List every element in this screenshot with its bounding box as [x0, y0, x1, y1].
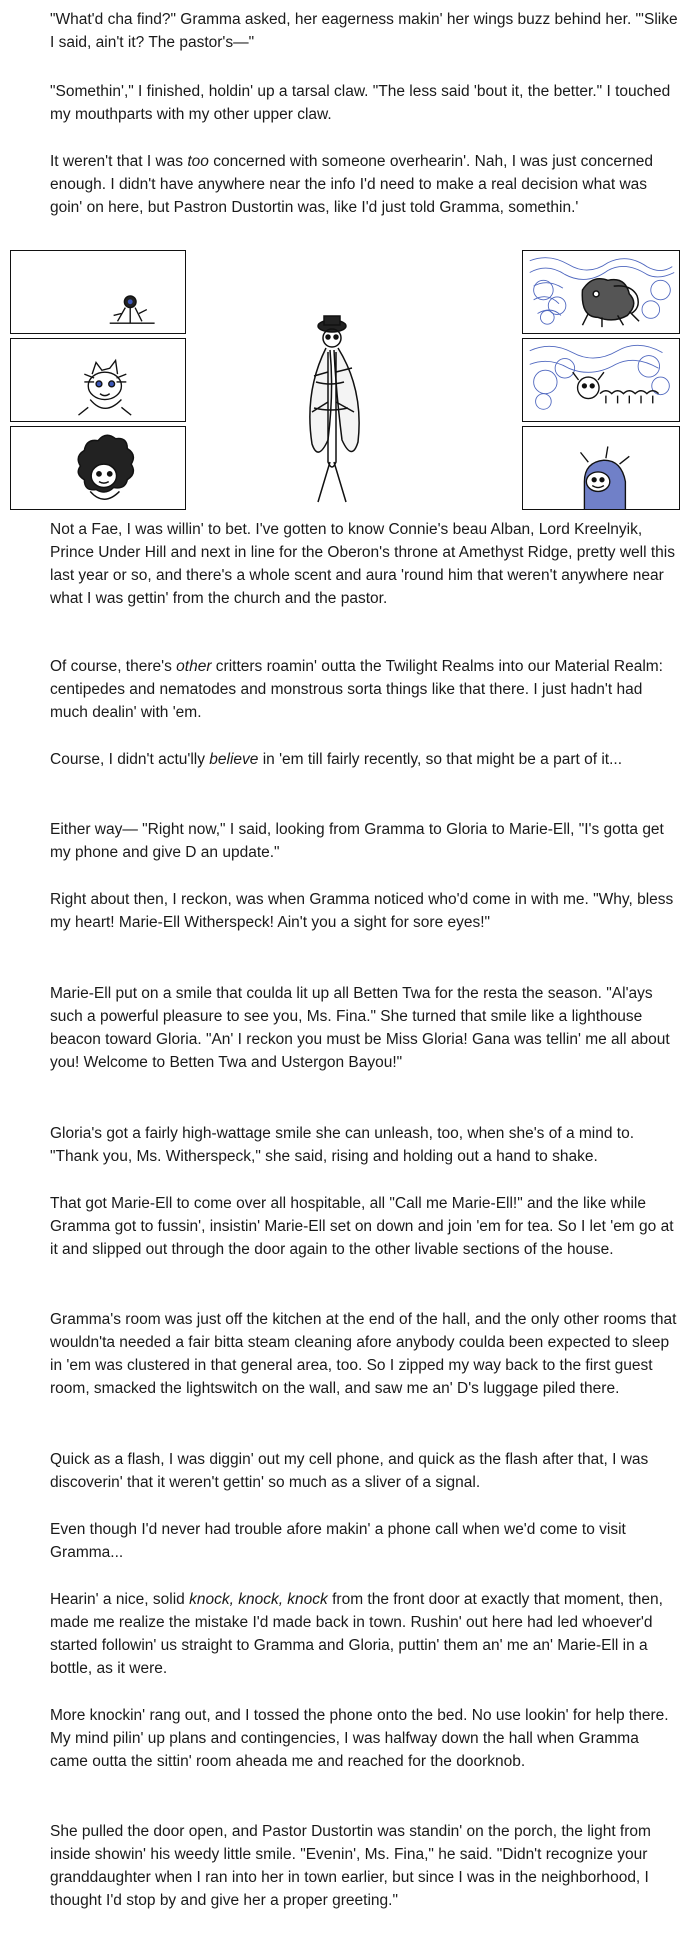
comic-panel-right-3	[522, 426, 680, 510]
paragraph-14: Even though I'd never had trouble afore makin' a phone call when we'd come to visit Gramma...	[50, 1521, 626, 1561]
comic-panel-left-2	[10, 338, 186, 422]
curly-haired-character-icon	[11, 427, 185, 509]
paragraph-7: Either way— "Right now," I said, looking from Gramma to Gloria to Marie-Ell, "I's gotta get my phone and give D an update."	[50, 821, 664, 861]
paragraph-1: "What'd cha find?" Gramma asked, her eagerness makin' her wings buzz behind her. "'Slike I said, ain't it? The pastor's—"	[50, 11, 678, 51]
paragraph-9: Marie-Ell put on a smile that coulda lit up all Betten Twa for the resta the season. "Al'ays such a powerful pleasure to see you, Ms. Fina." She turned that smile like a lighthouse beacon toward Gloria. "An' I reckon you must be Miss Gloria! Gana was tellin' me all about you! Welcome to Betten Twa and Ustergon Bayou!"	[50, 985, 670, 1071]
paragraph-15: Hearin' a nice, solid knock, knock, knock from the front door at exactly that moment, then, made me realize the mistake I'd made back in town. Rushin' out here had led whoever'd started followin' us straight to Gramma and Gloria, puttin' them an' me an' Marie-Ell in a bottle, as it were.	[50, 1591, 663, 1677]
paragraph-10: Gloria's got a fairly high-wattage smile she can unleash, too, when she's of a mind to. "Thank you, Ms. Witherspeck," she said, rising and holding out a hand to shake.	[50, 1125, 635, 1165]
center-insect-pastor-figure	[268, 312, 398, 510]
paragraph-4: Not a Fae, I was willin' to bet. I've gotten to know Connie's beau Alban, Lord Kreelnyik, Prince Under Hill and next in line for the Oberon's throne at Amethyst Ridge, pretty well this last year or so, and there's a whole scent and aura 'round him that weren't anywhere near what I was gettin' from the church and the pastor.	[50, 521, 675, 607]
paragraph-8: Right about then, I reckon, was when Gramma noticed who'd come in with me. "Why, bless my heart! Marie-Ell Witherspeck! Ain't you a sight for sore eyes!"	[50, 891, 674, 931]
comic-panel-right-2	[522, 338, 680, 422]
comic-panel-left-3	[10, 426, 186, 510]
centipede-creature-icon	[523, 339, 679, 421]
monster-scribble-icon	[523, 251, 679, 333]
cat-character-icon	[11, 339, 185, 421]
paragraph-13: Quick as a flash, I was diggin' out my cell phone, and quick as the flash after that, I was discoverin' that it weren't gettin' so much as a sliver of a signal.	[50, 1451, 649, 1491]
paragraph-16: More knockin' rang out, and I tossed the phone onto the bed. No use lookin' for help there. My mind pilin' up plans and contingencies, I was halfway down the hall when Gramma came outta the sittin' room aheada me and reached for the doorknob.	[50, 1707, 669, 1770]
paragraph-17: She pulled the door open, and Pastor Dustortin was standin' on the porch, the light from inside showin' his weedy little smile. "Evenin', Ms. Fina," he said. "Didn't recognize your granddaughter when I ran into her in town earlier, but since I was in the neighborhood, I thought I'd stop by and give her a proper greeting."	[50, 1823, 651, 1909]
blue-creature-icon	[523, 427, 679, 509]
comic-panel-left-1	[10, 250, 186, 334]
paragraph-11: That got Marie-Ell to come over all hospitable, all "Call me Marie-Ell!" and the like while Gramma got to fussin', insistin' Marie-Ell set on down and join 'em for tea. So I let 'em go at it and slipped out through the door again to the other livable sections of the house.	[50, 1195, 674, 1258]
paragraph-2: "Somethin'," I finished, holdin' up a tarsal claw. "The less said 'bout it, the better." I touched my mouthparts with my other upper claw.	[50, 83, 671, 123]
tiny-bug-figure-icon	[11, 251, 185, 333]
paragraph-6: Course, I didn't actu'lly believe in 'em till fairly recently, so that might be a part of it...	[50, 751, 623, 768]
comic-panel-right-1	[522, 250, 680, 334]
paragraph-12: Gramma's room was just off the kitchen at the end of the hall, and the only other rooms that wouldn'ta needed a fair bitta steam cleaning afore anybody coulda been expected to sleep in 'em was clustered in that general area, too. So I zipped my way back to the first guest room, smacked the lightswitch on the wall, and saw me an' D's luggage piled there.	[50, 1311, 677, 1397]
paragraph-3: It weren't that I was too concerned with someone overhearin'. Nah, I was just concerned enough. I didn't have anywhere near the info I'd need to make a real decision what was goin' on here, but Pastron Dustortin was, like I'd just told Gramma, somethin.'	[50, 153, 654, 216]
paragraph-5: Of course, there's other critters roamin' outta the Twilight Realms into our Material Realm: centipedes and nematodes and monstrous sorta things like that there. I just hadn't had much dealin' with 'em.	[50, 658, 663, 721]
winged-insect-icon	[268, 312, 398, 510]
